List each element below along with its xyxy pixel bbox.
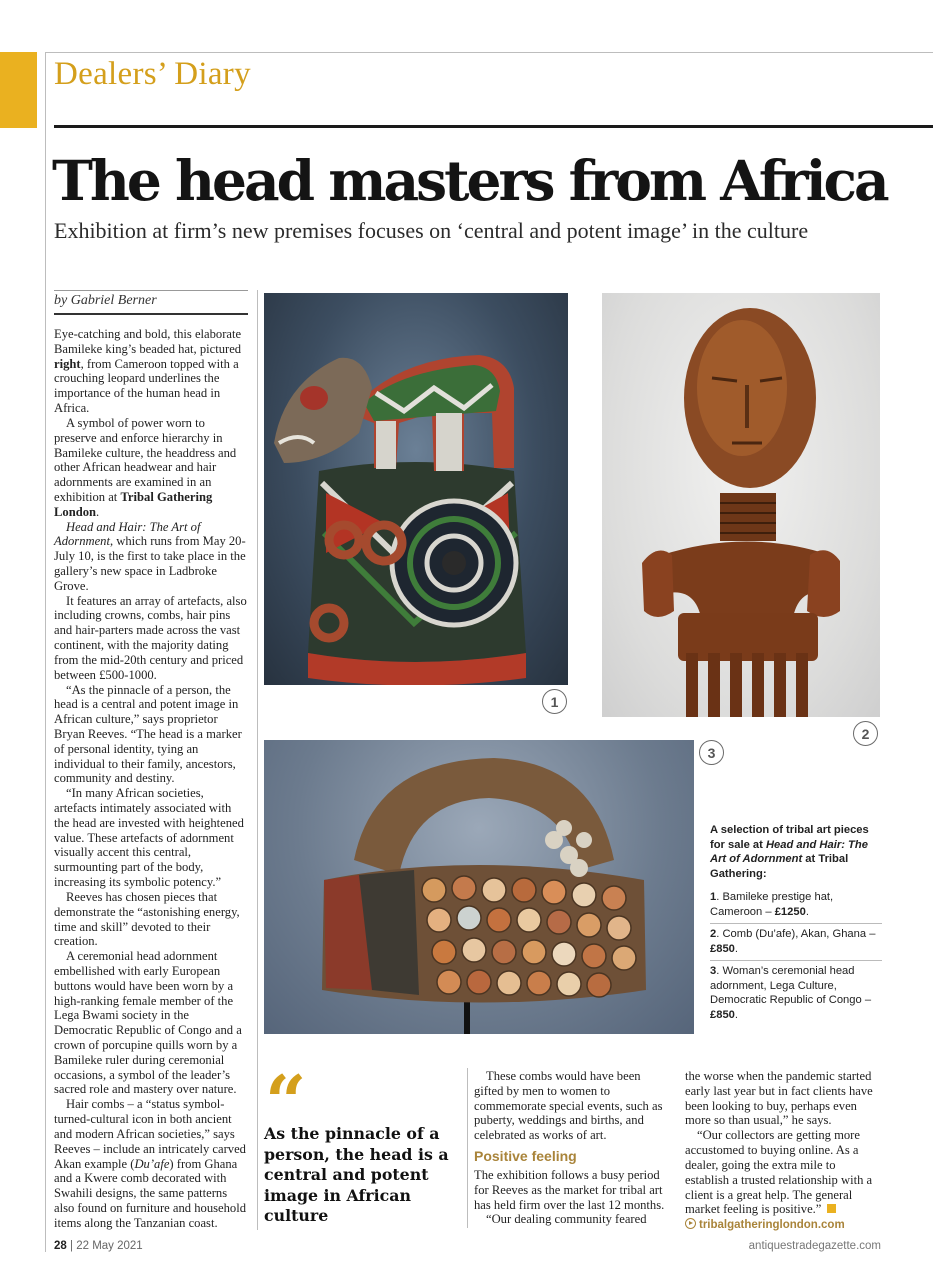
paragraph: It features an array of artefacts, also including crowns, combs, hair pins and hair-parters made across the vast continent, with the majority dating from the mid-20th century and priced between £500-1000. [54,593,247,682]
paragraph: “In many African societies, artefacts intimately associated with the head are invested with heightened value. These artefacts of adornment visually accent this central, surmounting part of the body, increasing its symbolic potency.” [54,786,244,890]
byline-rule-bottom [54,313,248,315]
byline-rule-top [54,290,248,291]
byline: by Gabriel Berner [54,293,157,308]
caption-item: 1. Bamileke prestige hat, Cameroon – £1250. [710,887,882,924]
paragraph: A ceremonial head adornment embellished with early European buttons would have been worn by a high-ranking female member of the Lega Bwami society in the Democratic Republic of Congo and a crown of porcupine quills worn by a Bamileke ruler during ceremonial occasions, a symbol of the leader’s sacred role and mastery over nature. [54,949,242,1097]
paragraph: “Our dealing community feared [486,1212,647,1227]
subheading: Positive feeling [474,1148,577,1165]
paragraph: Eye-catching and bold, this elaborate Bamileke king’s beaded hat, pictured right, from Cameroon topped with a crouching leopard underlines the importance of the human head in Africa. [54,327,242,416]
paragraph: Head and Hair: The Art of Adornment, which runs from May 20-July 10, is the first to take place in the gallery’s new space in Ladbroke Grove. [54,519,246,593]
paragraph: “As the pinnacle of a person, the head is a central and potent image in African culture,” says proprietor Bryan Reeves. “The head is a marker of personal identity, tying an individual to their family, ancestors, community and destiny. [54,682,242,786]
end-mark-icon [827,1204,836,1213]
figure-number-badge: 3 [699,740,724,765]
figure-number-badge: 2 [853,721,878,746]
body-column-2 [474,1069,672,1227]
headline: The head masters from Africa [52,148,887,213]
paragraph: Hair combs – a “status symbol-turned-cultural icon in both ancient and modern African societies,” says Reeves – include an intricately carved Akan example (Du’afe) from Ghana and a Kwere comb decorated with Swahili designs, the same patterns also found on furniture and household items along the Tanzanian coast. [54,1097,247,1230]
column-divider [257,290,258,1230]
play-circle-icon [685,1218,696,1229]
quote-mark-icon: “ [265,1059,307,1144]
left-rule [45,52,46,1252]
website-link[interactable]: tribalgatheringlondon.com [685,1217,882,1233]
photo-caption [710,823,882,1026]
body-column-1 [54,327,249,1231]
photo-beaded-leopard-hat [264,293,568,685]
caption-item: 2. Comb (Du’afe), Akan, Ghana – £850. [710,924,882,961]
caption-item: 3. Woman’s ceremonial head adornment, Lega Culture, Democratic Republic of Congo – £850. [710,965,872,1021]
footer-url[interactable]: antiquestradegazette.com [748,1240,881,1252]
paragraph: Reeves has chosen pieces that demonstrate the “astonishing energy, time and skill” devoted to their creation. [54,889,240,949]
section-accent-block [0,52,37,128]
photo-carved-comb [602,293,880,717]
page-folio: 28 | 22 May 2021 [54,1240,143,1252]
pull-quote: As the pinnacle of a person, the head is a central and potent image in African culture [264,1124,449,1225]
paragraph: the worse when the pandemic started early last year but in fact clients have been looking to buy, perhaps even more so than usual,” he says. [685,1069,873,1128]
caption-heading: A selection of tribal art pieces for sale at Head and Hair: The Art of Adornment at Tribal Gathering: [710,824,869,880]
paragraph: These combs would have been gifted by men to women to commemorate special events, such as puberty, weddings and births, and celebrated as works of art. [474,1069,663,1143]
top-rule [45,52,933,53]
body-column-3 [685,1069,882,1233]
column-divider [467,1068,468,1228]
photo-button-head-adornment [264,740,694,1034]
standfirst: Exhibition at firm’s new premises focuses on ‘central and potent image’ in the culture [54,218,809,243]
paragraph: A symbol of power worn to preserve and enforce hierarchy in Bamileke culture, the headdress and other African headwear and hair adornments are examined in an exhibition at Tribal Gathering London. [54,415,237,519]
section-title: Dealers’ Diary [54,56,251,92]
header-rule [54,125,933,128]
paragraph: “Our collectors are getting more accustomed to buying online. As a dealer, going the extra mile to establish a trusted relationship with a client is a great help. The general market feeling is positive.” [685,1128,873,1217]
figure-number-badge: 1 [542,689,567,714]
paragraph: The exhibition follows a busy period for Reeves as the market for tribal art has held firm over the last 12 months. [474,1167,665,1212]
